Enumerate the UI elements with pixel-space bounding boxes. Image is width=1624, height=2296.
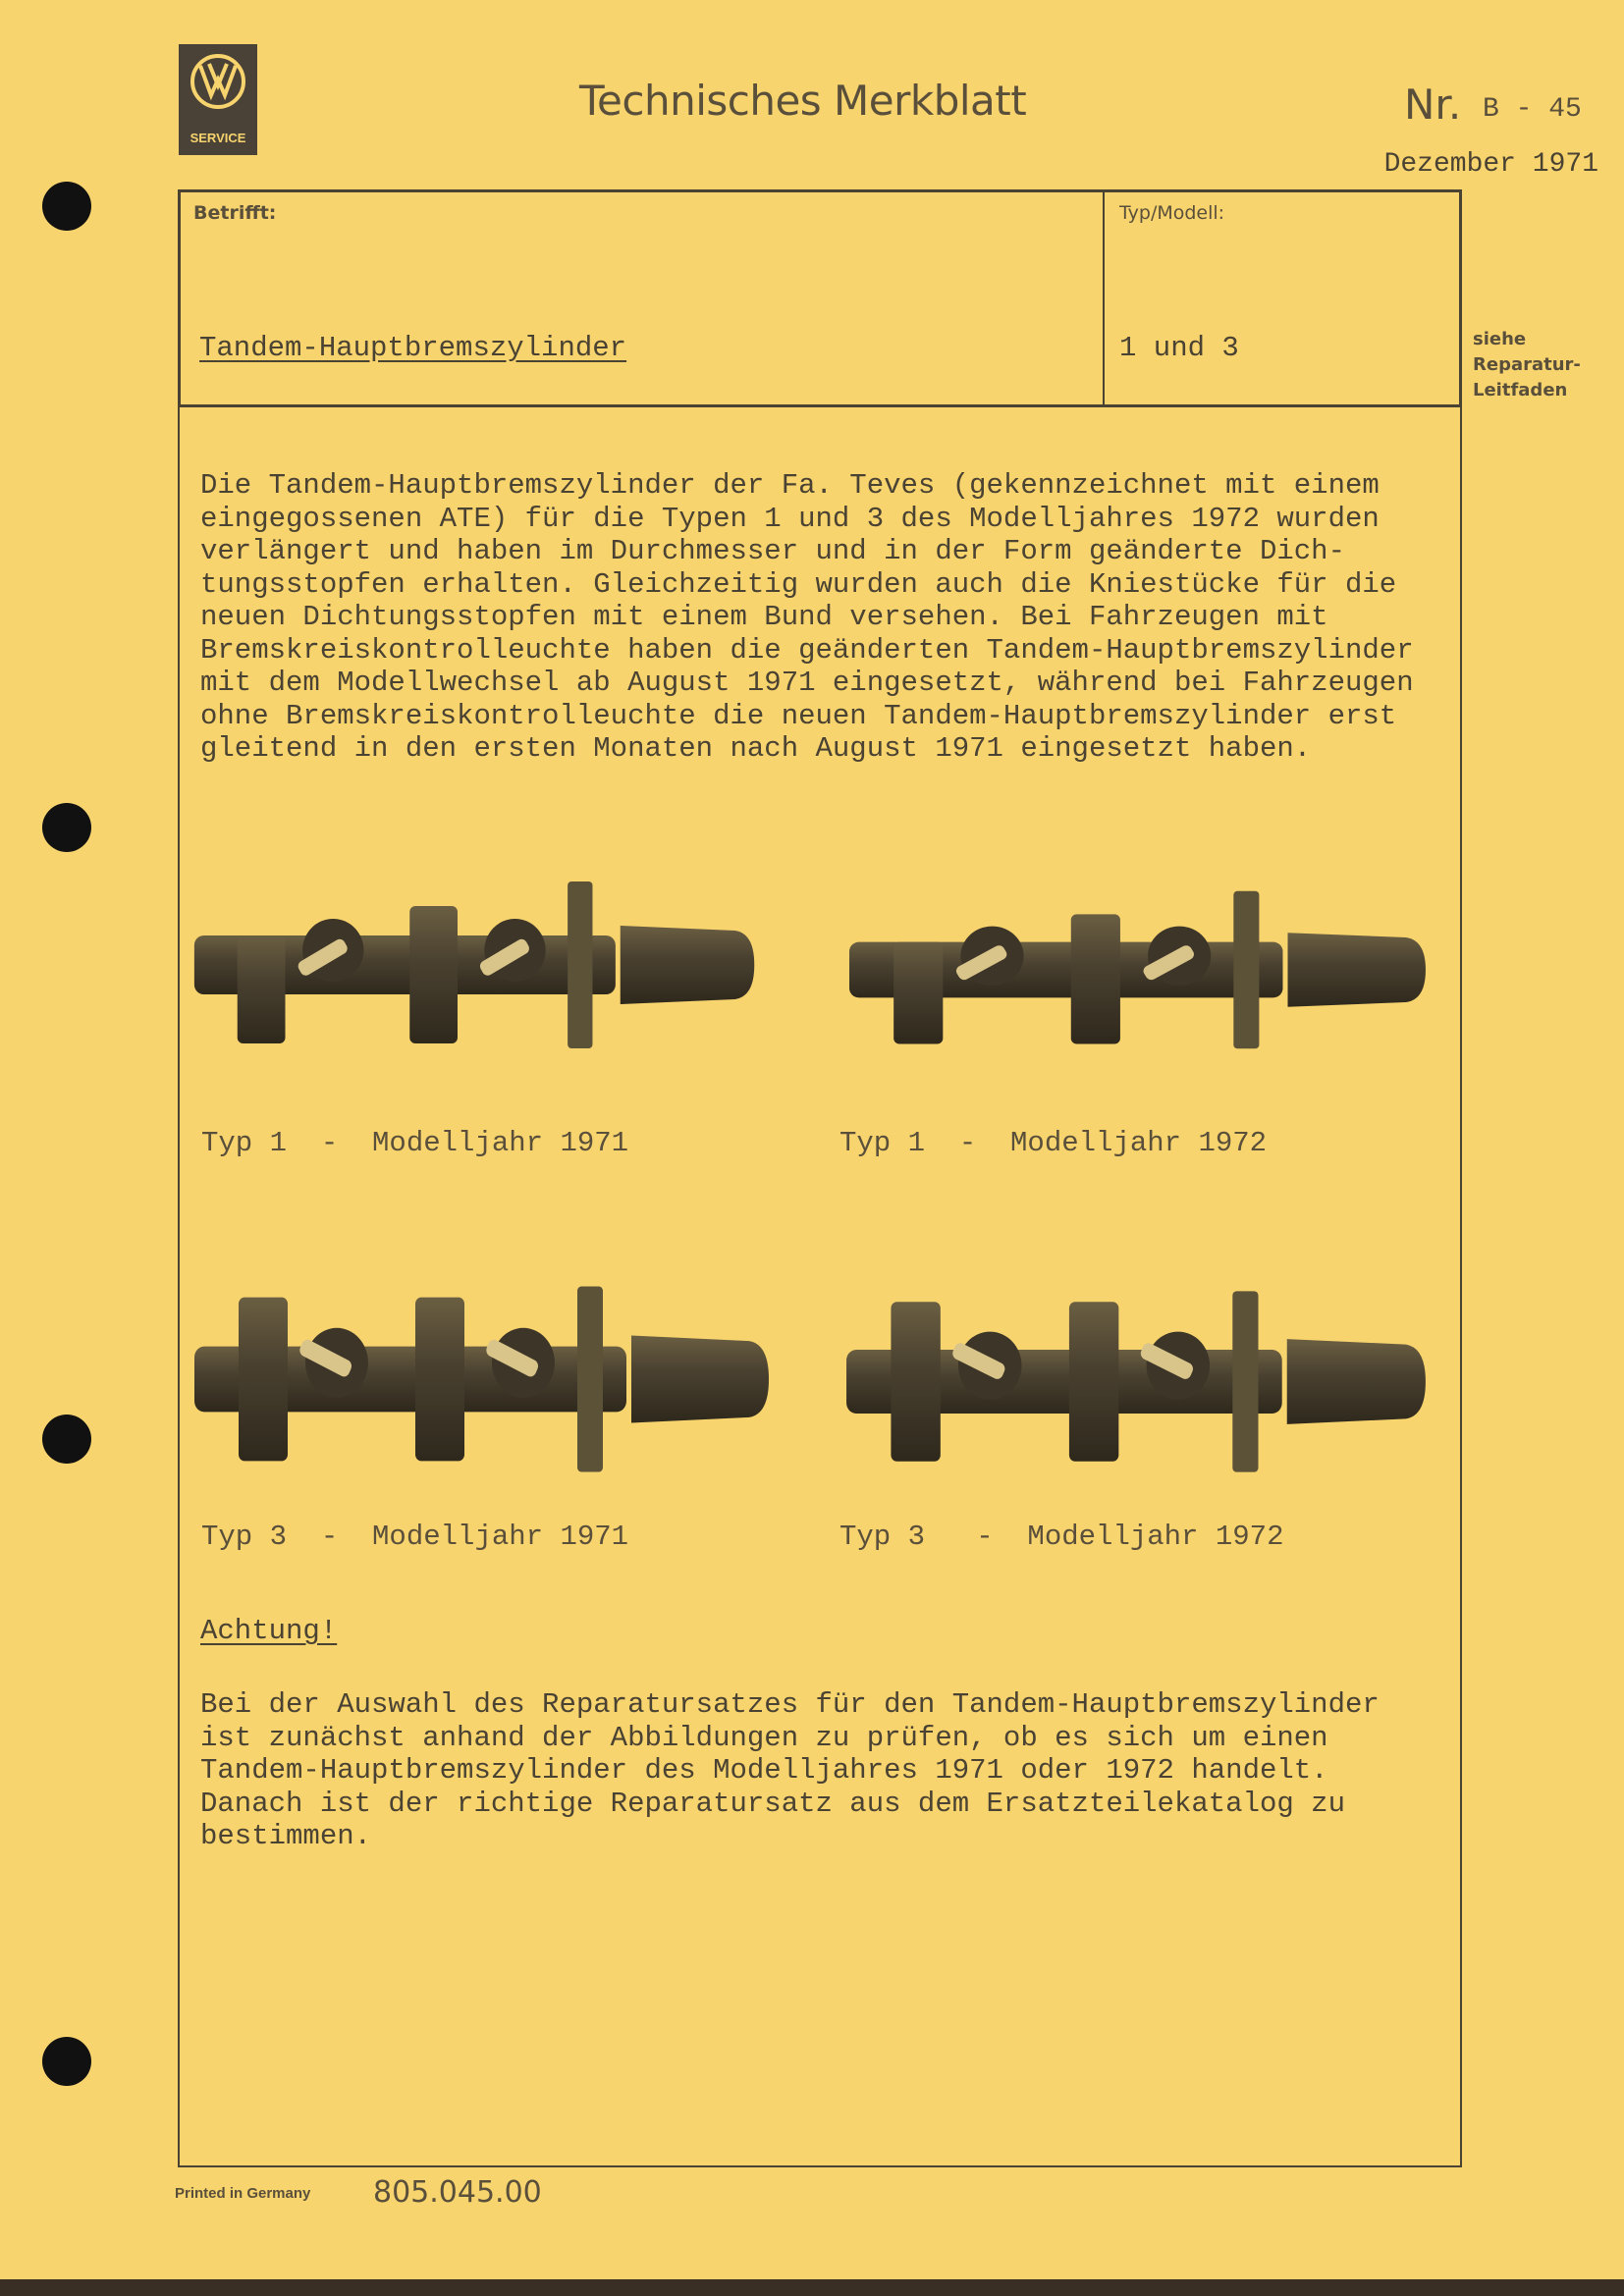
- printed-in-germany: Printed in Germany: [175, 2185, 311, 2202]
- punch-hole: [42, 2037, 91, 2086]
- text-line: mit dem Modellwechsel ab August 1971 eingesetzt, während bei Fahrzeugen: [200, 667, 1414, 699]
- punch-hole: [42, 1415, 91, 1464]
- text-line: Bei der Auswahl des Reparatursatzes für den Tandem-Hauptbremszylinder: [200, 1688, 1380, 1721]
- photo-typ3-1972: [841, 1286, 1435, 1477]
- text-line: verlängert und haben im Durchmesser und in der Form geänderte Dich-: [200, 535, 1345, 567]
- brake-master-cylinder-illustration: [841, 1286, 1435, 1477]
- brake-master-cylinder-illustration: [189, 1281, 779, 1477]
- photo-typ1-1972: [844, 886, 1435, 1053]
- punch-hole: [42, 182, 91, 231]
- text-line: Die Tandem-Hauptbremszylinder der Fa. Teves (gekennzeichnet mit einem: [200, 469, 1380, 502]
- figure-caption: Typ 3 - Modelljahr 1972: [839, 1521, 1284, 1553]
- intro-paragraph: [200, 469, 1414, 766]
- vw-service-logo: [179, 44, 257, 155]
- text-line: Tandem-Hauptbremszylinder des Modelljahres 1971 oder 1972 handelt.: [200, 1754, 1328, 1787]
- side-note-line: Leitfaden: [1473, 380, 1568, 400]
- scan-edge: [0, 2279, 1624, 2296]
- text-line: tungsstopfen erhalten. Gleichzeitig wurden auch die Kniestücke für die: [200, 567, 1397, 601]
- box-divider: [1103, 189, 1105, 404]
- betrifft-label: Betrifft:: [193, 202, 277, 224]
- svg-text:SERVICE: SERVICE: [189, 131, 246, 145]
- photo-typ3-1971: [189, 1281, 779, 1477]
- warning-heading: Achtung!: [200, 1615, 338, 1647]
- number-label: Nr.: [1404, 80, 1462, 129]
- warning-paragraph: [200, 1688, 1380, 1853]
- subject-value: Tandem-Hauptbremszylinder: [199, 332, 627, 364]
- text-line: eingegossenen ATE) für die Typen 1 und 3 des Modelljahres 1972 wurden: [200, 502, 1380, 535]
- text-line: Danach ist der richtige Reparatursatz aus dem Ersatzteilekatalog zu: [200, 1787, 1345, 1820]
- form-number: 805.045.00: [373, 2175, 542, 2210]
- text-line: neuen Dichtungsstopfen mit einem Bund versehen. Bei Fahrzeugen mit: [200, 601, 1328, 633]
- figure-caption: Typ 1 - Modelljahr 1972: [839, 1127, 1268, 1159]
- text-line: bestimmen.: [200, 1820, 372, 1852]
- typ-modell-label: Typ/Modell:: [1119, 202, 1225, 224]
- photo-typ1-1971: [189, 877, 764, 1053]
- document-date: Dezember 1971: [1383, 149, 1598, 180]
- figure-caption: Typ 3 - Modelljahr 1971: [201, 1521, 629, 1553]
- text-line: Bremskreiskontrolleuchte haben die geänderten Tandem-Hauptbremszylinder: [200, 633, 1414, 667]
- text-line: gleitend in den ersten Monaten nach August 1971 eingesetzt haben.: [200, 732, 1312, 765]
- subject-box: [178, 189, 1462, 407]
- figure-caption: Typ 1 - Modelljahr 1971: [201, 1127, 629, 1159]
- brake-master-cylinder-illustration: [844, 886, 1435, 1053]
- side-note-line: siehe: [1473, 329, 1527, 349]
- side-note-line: Reparatur-: [1473, 354, 1581, 375]
- side-note: [1473, 327, 1581, 403]
- punch-hole: [42, 803, 91, 852]
- text-line: ohne Bremskreiskontrolleuchte die neuen Tandem-Hauptbremszylinder erst: [200, 699, 1397, 732]
- typ-modell-value: 1 und 3: [1119, 332, 1239, 364]
- document-number: B - 45: [1483, 94, 1582, 125]
- document-title: Technisches Merkblatt: [579, 77, 1027, 125]
- text-line: ist zunächst anhand der Abbildungen zu prüfen, ob es sich um einen: [200, 1721, 1328, 1754]
- brake-master-cylinder-illustration: [189, 877, 764, 1053]
